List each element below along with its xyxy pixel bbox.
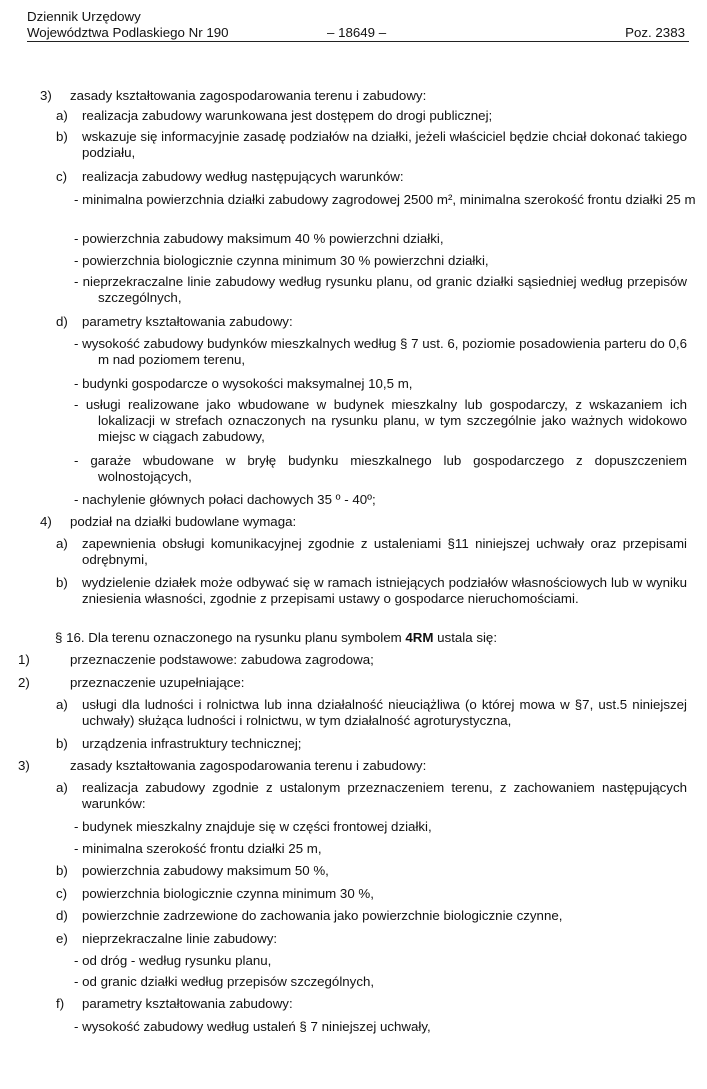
list-item <box>74 192 707 208</box>
item-number: d) <box>56 314 68 329</box>
list-item <box>56 886 687 902</box>
item-text: - nieprzekraczalne linie zabudowy według rysunku planu, od granic działki sąsiedniej według przepisów szczególnych, <box>74 274 687 305</box>
journal-subtitle: Województwa Podlaskiego Nr 190 <box>27 25 229 40</box>
journal-title: Dziennik Urzędowy <box>27 9 141 24</box>
list-item <box>18 675 690 691</box>
list-item <box>56 908 687 924</box>
item-text: nieprzekraczalne linie zabudowy: <box>82 931 278 946</box>
item-number: d) <box>56 908 68 923</box>
item-number: a) <box>56 536 68 551</box>
item-text: - od dróg - według rysunku planu, <box>74 953 272 968</box>
item-text: - garaże wbudowane w bryłę budynku mieszkalnego lub gospodarczego z dopuszczeniem wolnostojących, <box>74 453 687 484</box>
list-item <box>74 1019 687 1035</box>
list-item <box>74 819 687 835</box>
item-text: powierzchnie zadrzewione do zachowania jako powierzchnie biologicznie czynne, <box>82 908 563 923</box>
list-item <box>74 492 687 508</box>
list-item <box>56 108 687 124</box>
list-item <box>56 697 687 729</box>
item-number: c) <box>56 169 68 184</box>
item-text: - wysokość zabudowy budynków mieszkalnych według § 7 ust. 6, poziomie posadowienia parteru do 0,6 m nad poziomem terenu, <box>74 336 687 367</box>
list-item <box>56 575 687 607</box>
list-item <box>18 758 690 774</box>
list-item <box>74 253 687 269</box>
item-number: e) <box>56 931 68 946</box>
item-text: realizacja zabudowy warunkowana jest dostępem do drogi publicznej; <box>82 108 493 123</box>
item-text: - minimalna powierzchnia działki zabudowy zagrodowej 2500 m², minimalna szerokość frontu działki 25 m <box>74 192 696 207</box>
item-number: 2) <box>18 675 30 690</box>
list-item <box>56 780 687 812</box>
item-text: - nachylenie głównych połaci dachowych 35 º - 40º; <box>74 492 376 507</box>
item-number: b) <box>56 129 68 144</box>
item-text: urządzenia infrastruktury technicznej; <box>82 736 302 751</box>
item-text: wskazuje się informacyjnie zasadę podziałów na działki, jeżeli właściciel będzie chciał dokonać takiego podziału, <box>82 129 687 160</box>
page-number: – 18649 – <box>327 25 387 40</box>
list-item <box>74 974 687 990</box>
item-number: 4) <box>40 514 52 529</box>
item-text: - powierzchnia biologicznie czynna minimum 30 % powierzchni działki, <box>74 253 489 268</box>
list-item <box>18 652 690 668</box>
item-text: parametry kształtowania zabudowy: <box>82 996 293 1011</box>
item-text: usługi dla ludności i rolnictwa lub inna działalność nieuciążliwa (o której mowa w §7, ust.5 niniejszej uchwały) służąca ludności i rolnictwu, w tym działalność agroturystyczna, <box>82 697 687 728</box>
list-item <box>74 397 687 445</box>
item-number: a) <box>56 108 68 123</box>
item-text: realizacja zabudowy zgodnie z ustalonym przeznaczeniem terenu, z zachowaniem następujących warunków: <box>82 780 687 811</box>
list-item <box>56 314 687 330</box>
item-text: - od granic działki według przepisów szczególnych, <box>74 974 375 989</box>
item-number: 3) <box>18 758 30 773</box>
section-text-before: § 16. Dla terenu oznaczonego na rysunku planu symbolem <box>55 630 406 645</box>
item-text: zasady kształtowania zagospodarowania terenu i zabudowy: <box>70 88 427 103</box>
page-header <box>27 9 689 43</box>
item-text: zasady kształtowania zagospodarowania terenu i zabudowy: <box>70 758 427 773</box>
item-text: - powierzchnia zabudowy maksimum 40 % powierzchni działki, <box>74 231 444 246</box>
item-number: b) <box>56 736 68 751</box>
item-text: - wysokość zabudowy według ustaleń § 7 niniejszej uchwały, <box>74 1019 431 1034</box>
list-item <box>74 953 687 969</box>
item-text: powierzchnia zabudowy maksimum 50 %, <box>82 863 329 878</box>
list-item <box>74 274 687 306</box>
item-text: powierzchnia biologicznie czynna minimum 30 %, <box>82 886 374 901</box>
header-row <box>27 25 689 42</box>
list-item <box>56 996 687 1012</box>
item-text: zapewnienia obsługi komunikacyjnej zgodnie z ustaleniami §11 niniejszej uchwały oraz przepisami odrębnymi, <box>82 536 687 567</box>
item-text: przeznaczenie uzupełniające: <box>70 675 245 690</box>
list-item <box>56 931 687 947</box>
item-text: przeznaczenie podstawowe: zabudowa zagrodowa; <box>70 652 374 667</box>
item-text: - minimalna szerokość frontu działki 25 m, <box>74 841 322 856</box>
list-item <box>74 336 687 368</box>
list-item <box>56 863 687 879</box>
zone-symbol: 4RM <box>405 630 434 645</box>
item-text: parametry kształtowania zabudowy: <box>82 314 293 329</box>
list-item <box>56 736 687 752</box>
item-number: a) <box>56 697 68 712</box>
section-heading <box>55 630 687 646</box>
item-number: b) <box>56 863 68 878</box>
list-item <box>74 231 687 247</box>
item-text: - budynki gospodarcze o wysokości maksymalnej 10,5 m, <box>74 376 413 391</box>
list-item <box>56 129 687 161</box>
item-number: f) <box>56 996 65 1011</box>
list-item <box>56 536 687 568</box>
item-number: a) <box>56 780 68 795</box>
item-text: podział na działki budowlane wymaga: <box>70 514 297 529</box>
item-text: - budynek mieszkalny znajduje się w części frontowej działki, <box>74 819 432 834</box>
item-number: 3) <box>40 88 52 103</box>
item-text: wydzielenie działek może odbywać się w ramach istniejących podziałów własnościowych lub w wyniku zniesienia własności, zgodnie z przepisami ustawy o gospodarce nieruchomościami. <box>82 575 687 606</box>
section-text-after: ustala się: <box>433 630 498 645</box>
position-number: Poz. 2383 <box>625 25 685 40</box>
item-text: - usługi realizowane jako wbudowane w budynek mieszkalny lub gospodarczy, z wskazaniem ich lokalizacji w strefach oznaczonych na rysunku planu, w tym szczególnie jako ważnych widokowo miejsc w ciągach zabudowy, <box>74 397 687 444</box>
list-item <box>56 169 687 185</box>
item-number: b) <box>56 575 68 590</box>
item-number: c) <box>56 886 68 901</box>
list-item <box>74 841 687 857</box>
list-item <box>74 376 687 392</box>
list-item <box>40 88 690 104</box>
list-item <box>40 514 690 530</box>
item-text: realizacja zabudowy według następujących warunków: <box>82 169 404 184</box>
list-item <box>74 453 687 485</box>
item-number: 1) <box>18 652 30 667</box>
